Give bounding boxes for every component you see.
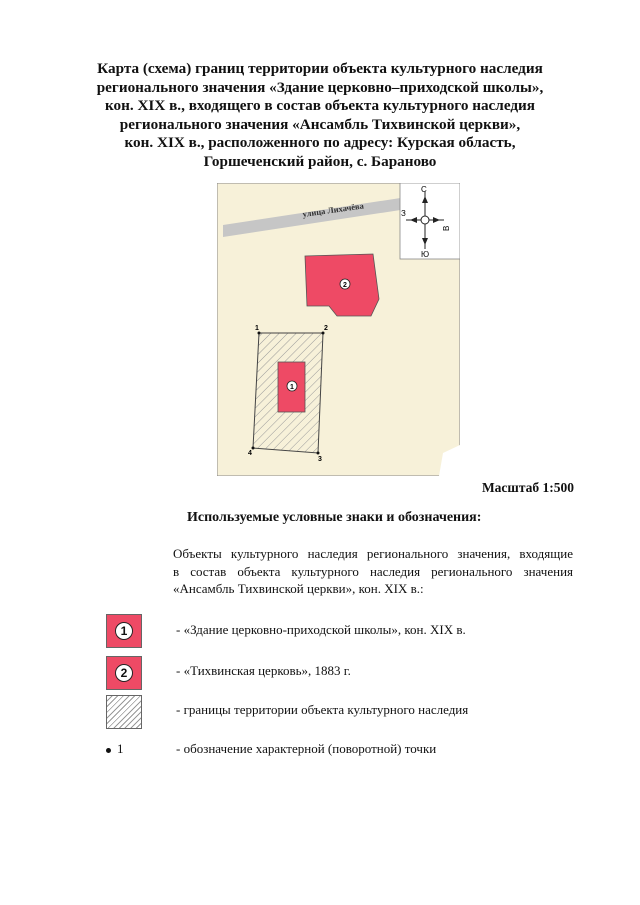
title-line: Карта (схема) границ территории объекта культурного наследия [97, 60, 543, 77]
title-line: Горшеченский район, с. Бараново [203, 152, 437, 170]
legend-text-point: - обозначение характерной (поворотной) точки [176, 741, 437, 756]
legend-intro [173, 545, 573, 598]
legend-text-boundary: - границы территории объекта культурного наследия [176, 702, 469, 717]
title-line: регионального значения «Здание церковно–приходской школы», [96, 78, 544, 96]
street-label: улица Лихачёва [301, 200, 365, 219]
legend-badge: 2 [115, 664, 133, 682]
legend-symbol-building-1 [106, 614, 142, 648]
title-line: регионального значения «Ансамбль Тихвинской церкви», [119, 115, 521, 133]
boundary-map [217, 183, 460, 476]
scale-label: Масштаб 1:500 [481, 480, 574, 495]
point-3 [317, 452, 320, 455]
point-4-label: 4 [248, 450, 252, 457]
legend-title: Используемые условные знаки и обозначения: [187, 510, 482, 525]
building-2-label: 2 [343, 282, 347, 289]
compass-east: В [442, 225, 451, 231]
legend-text-building-1: - «Здание церковно-приходской школы», кон. XIX в. [176, 622, 466, 637]
compass-north: С [421, 185, 427, 194]
compass-west: З [401, 209, 406, 218]
point-1-label: 1 [255, 325, 259, 332]
legend-badge: 1 [115, 622, 133, 640]
title-line: кон. XIX в., входящего в состав объекта культурного наследия [104, 97, 536, 114]
legend-intro-line: Объекты культурного наследия регионального значения, входящие [173, 546, 573, 561]
document-title [60, 60, 580, 171]
building-1-label: 1 [290, 384, 294, 391]
legend-symbol-point [106, 741, 124, 757]
point-3-label: 3 [318, 456, 322, 463]
compass-south: Ю [421, 250, 430, 259]
legend-text-building-2: - «Тихвинская церковь», 1883 г. [176, 663, 351, 678]
legend-intro-line: в состав объекта культурного наследия регионального значения [173, 563, 573, 579]
point-2-label: 2 [324, 325, 328, 332]
legend-symbol-boundary [106, 695, 142, 729]
legend-intro-line: «Ансамбль Тихвинской церкви», кон. XIX в.: [173, 581, 424, 596]
title-line: кон. XIX в., расположенного по адресу: Курская область, [124, 134, 516, 151]
legend-symbol-building-2 [106, 656, 142, 690]
legend-point-label: 1 [117, 741, 124, 756]
point-dot-icon [106, 748, 111, 753]
compass-box [400, 183, 460, 259]
point-4 [252, 447, 255, 450]
